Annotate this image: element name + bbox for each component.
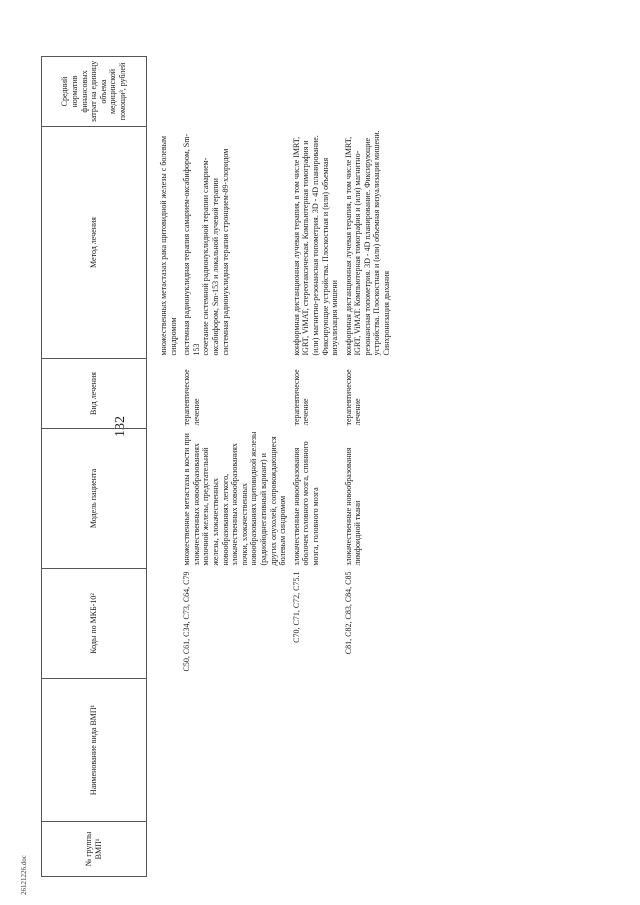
cell-methods [157,127,180,359]
vmp-table [41,56,394,877]
method-line: системная радионуклидная терапия самарием-оксабифором, Sm-153 [182,133,201,356]
table-row [157,57,180,877]
cell-name [157,679,180,822]
table-row [180,57,290,877]
cell-group [180,822,290,877]
cell-model: множественные метастазы в кости при злокачественных новообразованиях молочной железы, предстательной железы, злокачественных новообразованиях легкого, злокачественных новообразованиях почки, злокачественных новообразованиях щитовидной железы (радиойоднегативный вариант) и других опухолей, сопровождающиеся болевым синдромом [182,431,288,566]
method-line: множественных метастазах рака щитовидной железы с болевым синдромом [159,135,178,356]
cell-group [157,822,180,877]
header-vmp-name: Наименование вида ВМП¹ [42,679,147,822]
header-treatment-type: Вид лечения [42,359,147,429]
table-row [342,57,394,877]
cell-name [342,679,394,822]
cell-type [157,359,180,429]
method-line: конформная дистанционная лучевая терапия, в том числе IMRT, IGRT, ViMAT. Компьютерная томография и (или) магнитно-резонансная топометрия. 3D - 4D планирование. Фиксирующие устройства. Плоскостная и (или) объемная визуализация мишени. Синхронизация дыхания [343,130,392,356]
cell-codes: C70, C71, C72, C75.1 [291,571,301,643]
cell-cost [342,57,394,127]
table-header-row [42,57,147,877]
table-row [290,57,342,877]
cell-cost [157,57,180,127]
cell-group [290,822,342,877]
cell-cost [290,57,342,127]
cell-name [180,679,290,822]
cell-model: злокачественные новообразования оболочек головного мозга, спинного мозга, головного мозга [291,441,320,566]
cell-type: терапевтическое лечение [291,369,311,426]
cell-type: терапевтическое лечение [343,369,363,426]
cell-codes [157,569,180,679]
cell-group [342,822,394,877]
header-group-number: № группы ВМП¹ [42,822,147,877]
cell-codes: C50, C61, C34, C73, C64, C79 [182,571,192,672]
method-line: сочетание системной радионуклидной терапии самарием-оксабифором, Sm-153 и локальной лучевой терапии [201,157,220,356]
cell-name [290,679,342,822]
cell-cost [180,57,290,127]
method-line: системная радионуклидная терапия стронцием-89-хлоридом [220,148,230,356]
cell-methods [180,127,290,359]
cell-type: терапевтическое лечение [182,369,201,426]
page-number: 132 [113,416,128,437]
vmp-table-rotated [41,57,491,877]
cell-model: злокачественные новообразования лимфоидной ткани [343,447,363,566]
cell-codes: C81, C82, C83, C84, C85 [343,571,353,655]
header-treatment-method: Метод лечения [42,127,147,359]
document-filename: 26121226.doc [20,855,28,895]
cell-model [157,429,180,569]
table-spacer-row [147,57,158,877]
header-patient-model: Модель пациента [42,429,147,569]
method-line: конформная дистанционная лучевая терапия, в том числе IMRT, IGRT, ViMAT, стереотаксическая. Компьютерная томография и (или) магнитно-резонансная топометрия. 3D - 4D планирование. Фиксирующие устройства. Плоскостная и (или) объемная визуализация мишени [291,135,340,356]
header-cost-standard: Средний норматив финансовых затрат на единицу объема медицинской помощи³, рублей [42,57,147,127]
cell-methods [342,127,394,359]
header-icd-codes: Коды по МКБ-10² [42,569,147,679]
cell-methods [290,127,342,359]
